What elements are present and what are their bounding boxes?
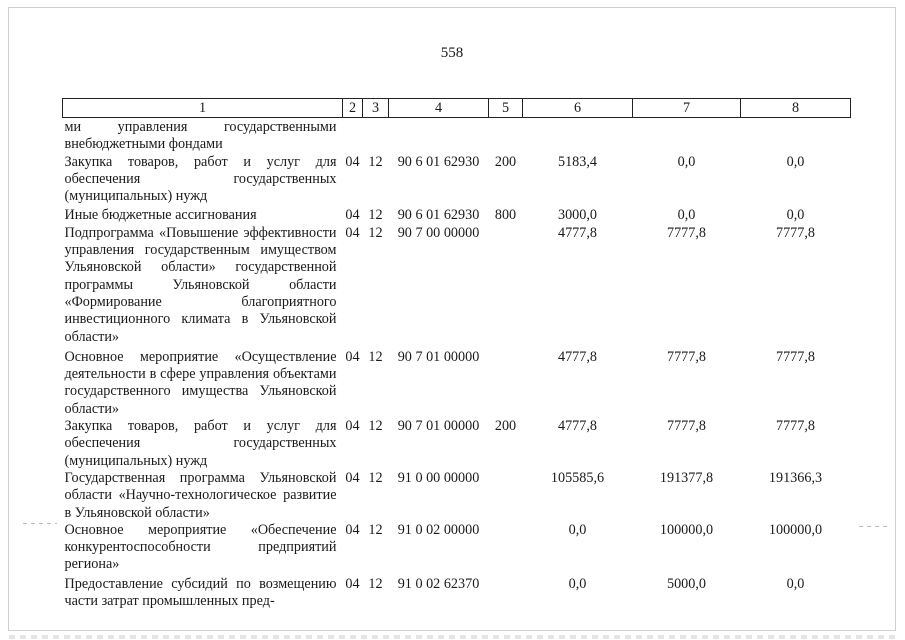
cell-amount-2: 7777,8 [666,348,706,365]
cell-expense-type [489,470,523,522]
header-col-1: 1 [63,99,343,118]
cell-target-code: 90 7 00 00000 [397,224,480,241]
table-row [63,205,851,224]
table-row [63,346,851,418]
header-col-2: 2 [343,99,363,118]
cell-subsection: 12 [368,224,383,241]
row-description: Подпрограмма «Повышение эффективности управления государственным имуществом Ульяновской области» государственной программы Ульяновской области «Формирование благоприятного инвестиционного климата в Ульяновской области» [64,224,337,345]
table-row [63,118,851,154]
cell-amount-1: 105585,6 [550,469,605,486]
scan-artifact-left [23,523,57,524]
row-description: Иные бюджетные ассигнования [64,207,257,224]
cell-amount-2: 0,0 [677,153,696,170]
cell-target-code: 90 7 01 00000 [397,348,480,365]
cell-target-code: 90 6 01 62930 [397,207,480,224]
table-row [63,574,851,611]
cell-subsection: 12 [368,207,383,224]
cell-expense-type [489,346,523,418]
cell-amount-3: 7777,8 [775,224,815,241]
budget-table [62,98,851,610]
cell-subsection: 12 [368,348,383,365]
document-page [8,7,896,631]
cell-expense-type: 200 [494,153,517,170]
header-col-4: 4 [389,99,489,118]
cell-amount-3: 0,0 [786,575,805,592]
cell-amount-2: 7777,8 [666,224,706,241]
cell-expense-type [489,522,523,574]
cell-expense-type [489,118,523,154]
cell-amount-1: 4777,8 [557,348,597,365]
page-number: 558 [440,45,464,61]
cell-amount-1: 0,0 [568,575,587,592]
table-row [63,522,851,574]
cell-amount-2: 7777,8 [666,418,706,435]
cell-amount-3: 191366,3 [768,469,823,486]
cell-amount-1 [523,118,633,154]
cell-subsection: 12 [368,469,383,486]
cell-section: 04 [345,207,360,224]
cell-section: 04 [345,469,360,486]
cell-target-code: 90 6 01 62930 [397,153,480,170]
cell-amount-3: 7777,8 [775,348,815,365]
cell-subsection: 12 [368,418,383,435]
row-description: Закупка товаров, работ и услуг для обеспечения государственных (муниципальных) нужд [64,418,337,469]
cell-expense-type: 200 [494,418,517,435]
cell-amount-3: 100000,0 [768,521,823,538]
cell-subsection: 12 [368,521,383,538]
cell-target-code: 90 7 01 00000 [397,418,480,435]
cell-section [343,118,363,154]
header-col-8: 8 [741,99,851,118]
cell-amount-3 [741,118,851,154]
row-description: Предоставление субсидий по возмещению части затрат промышленных пред- [64,575,337,610]
cell-amount-1: 3000,0 [557,207,597,224]
table-row [63,470,851,522]
cell-subsection: 12 [368,575,383,592]
cell-expense-type [489,225,523,346]
table-row [63,418,851,470]
cell-subsection: 12 [368,153,383,170]
row-description: Основное мероприятие «Осуществление деятельности в сфере управления объектами государственного имущества Ульяновской области» [64,348,337,417]
cell-subsection [363,118,389,154]
cell-amount-2 [633,118,741,154]
cell-target-code: 91 0 02 00000 [397,521,480,538]
cell-expense-type [489,574,523,611]
cell-amount-3: 7777,8 [775,418,815,435]
header-col-7: 7 [633,99,741,118]
table-row [63,225,851,346]
cell-amount-3: 0,0 [786,207,805,224]
row-description: Государственная программа Ульяновской области «Научно-технологическое развитие в Ульяновской области» [64,469,337,521]
cell-section: 04 [345,153,360,170]
cell-amount-2: 0,0 [677,207,696,224]
cell-amount-2: 5000,0 [666,575,706,592]
cell-target-code [389,118,489,154]
cell-section: 04 [345,418,360,435]
row-description: Основное мероприятие «Обеспечение конкурентоспособности предприятий региона» [64,521,337,573]
header-col-5: 5 [489,99,523,118]
cell-amount-1: 0,0 [568,521,587,538]
header-col-6: 6 [523,99,633,118]
table-header-row [63,99,851,118]
cell-section: 04 [345,575,360,592]
row-description: Закупка товаров, работ и услуг для обеспечения государственных (муниципальных) нужд [64,153,337,205]
cell-target-code: 91 0 02 62370 [397,575,480,592]
header-col-3: 3 [363,99,389,118]
cell-amount-3: 0,0 [786,153,805,170]
cell-target-code: 91 0 00 00000 [397,469,480,486]
cell-amount-1: 4777,8 [557,418,597,435]
cell-section: 04 [345,348,360,365]
scan-artifact-right [859,526,889,527]
cell-section: 04 [345,521,360,538]
row-description: ми управления государственными внебюджетными фондами [64,119,337,153]
table-row [63,154,851,206]
cell-amount-1: 5183,4 [557,153,597,170]
cell-amount-2: 100000,0 [659,521,714,538]
cell-amount-1: 4777,8 [557,224,597,241]
cell-section: 04 [345,224,360,241]
cell-amount-2: 191377,8 [659,469,714,486]
scan-artifact-bottom [9,635,895,639]
cell-expense-type: 800 [494,207,517,224]
